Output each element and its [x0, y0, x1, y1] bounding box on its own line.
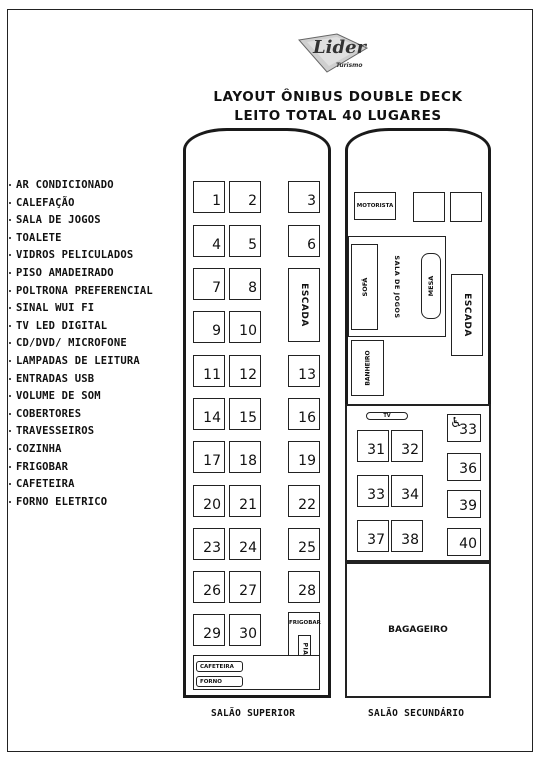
amenity-item [9, 212, 153, 230]
amenity-label: AR CONDICIONADO [16, 179, 114, 191]
amenity-item [9, 406, 153, 424]
amenity-item [9, 177, 153, 195]
amenity-item [9, 318, 153, 336]
seat-number: 38 [401, 532, 419, 548]
sink-label: PIA [301, 642, 308, 656]
seat-number: 31 [367, 442, 385, 458]
amenity-label: SINAL WUI FI [16, 302, 95, 315]
seat-number: 26 [203, 583, 221, 599]
sofa-label: SOFÁ [360, 277, 369, 297]
seat-28[interactable] [288, 571, 320, 603]
seat-33-left[interactable] [357, 475, 389, 507]
seat-6[interactable] [288, 225, 320, 257]
amenity-label: VIDROS PELICULADOS [16, 249, 134, 262]
upper-deck-caption: SALÃO SUPERIOR [211, 708, 296, 719]
seat-number: 22 [298, 497, 316, 513]
amenity-item [9, 265, 153, 283]
seat-number: 9 [212, 323, 221, 339]
seat-number: 33 [459, 422, 477, 438]
seat-10[interactable] [229, 311, 261, 343]
bullet-icon [9, 501, 11, 503]
bullet-icon [9, 325, 11, 327]
amenity-label: CALEFAÇÃO [16, 196, 75, 209]
amenity-item [9, 476, 153, 494]
seat-number: 7 [212, 280, 221, 296]
amenity-label: POLTRONA PREFERENCIAL [16, 284, 153, 297]
table-label: MESA [427, 275, 435, 297]
seat-22[interactable] [288, 485, 320, 517]
amenity-item [9, 230, 153, 248]
lower-stairs-label: ESCADA [462, 293, 472, 337]
amenity-item [9, 335, 153, 353]
amenity-label: LAMPADAS DE LEITURA [16, 354, 140, 367]
bullet-icon [9, 219, 11, 221]
bullet-icon [9, 430, 11, 432]
seat-number: 4 [212, 237, 221, 253]
seat-number: 14 [203, 410, 221, 426]
seat-25[interactable] [288, 528, 320, 560]
bullet-icon [9, 448, 11, 450]
coffee-maker [196, 661, 243, 672]
seat-number: 21 [239, 497, 257, 513]
amenity-label: VOLUME DE SOM [16, 390, 101, 403]
bullet-icon [9, 360, 11, 362]
seat-number: 40 [459, 536, 477, 552]
seat-number: 27 [239, 583, 257, 599]
tv-screen [366, 412, 408, 420]
lower-stairs [451, 274, 483, 356]
seat-number: 1 [212, 193, 221, 209]
luggage-label: BAGAGEIRO [388, 625, 448, 635]
seat-14[interactable] [193, 398, 225, 430]
seat-38[interactable] [391, 520, 423, 552]
bullet-icon [9, 272, 11, 274]
seat-24[interactable] [229, 528, 261, 560]
seat-21[interactable] [229, 485, 261, 517]
seat-3[interactable] [288, 181, 320, 213]
amenity-label: FRIGOBAR [16, 460, 69, 473]
wheelchair-icon: ♿ [450, 415, 463, 431]
bullet-icon [9, 290, 11, 292]
seat-34[interactable] [391, 475, 423, 507]
seat-7[interactable] [193, 268, 225, 300]
coffee-maker-label: CAFETEIRA [200, 663, 234, 670]
seat-number: 39 [459, 498, 477, 514]
seat-8[interactable] [229, 268, 261, 300]
game-table [421, 253, 441, 319]
tv-label: TV [383, 413, 391, 419]
brand-subtitle: Turismo [336, 62, 363, 69]
seat-number: 25 [298, 540, 316, 556]
amenity-item [9, 441, 153, 459]
seat-number: 12 [239, 367, 257, 383]
seat-number: 2 [248, 193, 257, 209]
sofa [351, 244, 378, 330]
front-window-left [413, 192, 445, 222]
seat-27[interactable] [229, 571, 261, 603]
amenity-label: COZINHA [16, 442, 62, 455]
bullet-icon [9, 184, 11, 186]
front-window-right [450, 192, 482, 222]
seat-23[interactable] [193, 528, 225, 560]
amenity-label: CAFETEIRA [16, 478, 75, 491]
seat-36[interactable] [447, 453, 481, 481]
seat-number: 33 [367, 487, 385, 503]
seat-number: 23 [203, 540, 221, 556]
seat-number: 6 [307, 237, 316, 253]
amenity-item [9, 247, 153, 265]
seat-15[interactable] [229, 398, 261, 430]
amenity-item [9, 195, 153, 213]
amenity-item [9, 388, 153, 406]
seat-number: 5 [248, 237, 257, 253]
seat-number: 32 [401, 442, 419, 458]
oven [196, 676, 243, 687]
restroom-label: BANHEIRO [364, 350, 371, 386]
amenity-label: PISO AMADEIRADO [16, 266, 114, 279]
seat-number: 30 [239, 626, 257, 642]
seat-33[interactable] [447, 414, 481, 442]
bullet-icon [9, 413, 11, 415]
seat-39[interactable] [447, 490, 481, 518]
brand-name: Lider [313, 37, 367, 58]
seat-12[interactable] [229, 355, 261, 387]
seat-number: 15 [239, 410, 257, 426]
luggage-hold [345, 562, 491, 698]
seat-number: 13 [298, 367, 316, 383]
seat-number: 19 [298, 453, 316, 469]
seat-number: 10 [239, 323, 257, 339]
seat-40[interactable] [447, 528, 481, 556]
seat-number: 29 [203, 626, 221, 642]
seat-20[interactable] [193, 485, 225, 517]
page-subtitle: LEITO TOTAL 40 LUGARES [234, 108, 442, 124]
seat-11[interactable] [193, 355, 225, 387]
bullet-icon [9, 342, 11, 344]
seat-37[interactable] [357, 520, 389, 552]
seat-number: 17 [203, 453, 221, 469]
seat-18[interactable] [229, 441, 261, 473]
seat-9[interactable] [193, 311, 225, 343]
bullet-icon [9, 378, 11, 380]
seat-26[interactable] [193, 571, 225, 603]
seat-number: 24 [239, 540, 257, 556]
amenity-label: TOALETE [16, 231, 62, 244]
restroom [351, 340, 384, 396]
amenity-item [9, 300, 153, 318]
amenity-label: TRAVESSEIROS [16, 425, 95, 438]
seat-4[interactable] [193, 225, 225, 257]
bullet-icon [9, 307, 11, 309]
seat-1[interactable] [193, 181, 225, 213]
amenity-item [9, 353, 153, 371]
page-title: LAYOUT ÔNIBUS DOUBLE DECK [213, 89, 463, 105]
upper-stairs [288, 268, 320, 342]
seat-31[interactable] [357, 430, 389, 462]
seat-32[interactable] [391, 430, 423, 462]
driver-label: MOTORISTA [356, 203, 394, 209]
amenity-item [9, 283, 153, 301]
upper-stairs-label: ESCADA [299, 283, 309, 327]
game-room-label: SALA DE JOGOS [393, 254, 401, 319]
bullet-icon [9, 395, 11, 397]
seat-number: 18 [239, 453, 257, 469]
amenity-label: COBERTORES [16, 407, 82, 420]
amenity-label: FORNO ELETRICO [16, 495, 108, 508]
seat-number: 28 [298, 583, 316, 599]
seat-number: 37 [367, 532, 385, 548]
amenity-item [9, 494, 153, 512]
seat-number: 16 [298, 410, 316, 426]
amenities-list [9, 177, 153, 511]
seat-5[interactable] [229, 225, 261, 257]
seat-number: 3 [307, 193, 316, 209]
seat-29[interactable] [193, 614, 225, 646]
bullet-icon [9, 466, 11, 468]
amenity-item [9, 459, 153, 477]
seat-number: 11 [203, 367, 221, 383]
amenity-item [9, 371, 153, 389]
seat-17[interactable] [193, 441, 225, 473]
seat-19[interactable] [288, 441, 320, 473]
amenity-label: ENTRADAS USB [16, 372, 95, 385]
driver-box [354, 192, 396, 220]
seat-16[interactable] [288, 398, 320, 430]
amenity-item [9, 423, 153, 441]
seat-number: 8 [248, 280, 257, 296]
lower-deck-caption: SALÃO SECUNDÁRIO [368, 708, 465, 719]
oven-label: FORNO [200, 678, 222, 685]
bullet-icon [9, 483, 11, 485]
bullet-icon [9, 202, 11, 204]
amenity-label: TV LED DIGITAL [16, 319, 108, 332]
seat-2[interactable] [229, 181, 261, 213]
seat-number: 34 [401, 487, 419, 503]
seat-13[interactable] [288, 355, 320, 387]
seat-number: 36 [459, 461, 477, 477]
bullet-icon [9, 254, 11, 256]
seat-30[interactable] [229, 614, 261, 646]
amenity-label: SALA DE JOGOS [16, 214, 101, 227]
seat-number: 20 [203, 497, 221, 513]
amenity-label: CD/DVD/ MICROFONE [16, 337, 127, 350]
bullet-icon [9, 237, 11, 239]
fridge-label: FRIGOBAR [289, 620, 321, 626]
